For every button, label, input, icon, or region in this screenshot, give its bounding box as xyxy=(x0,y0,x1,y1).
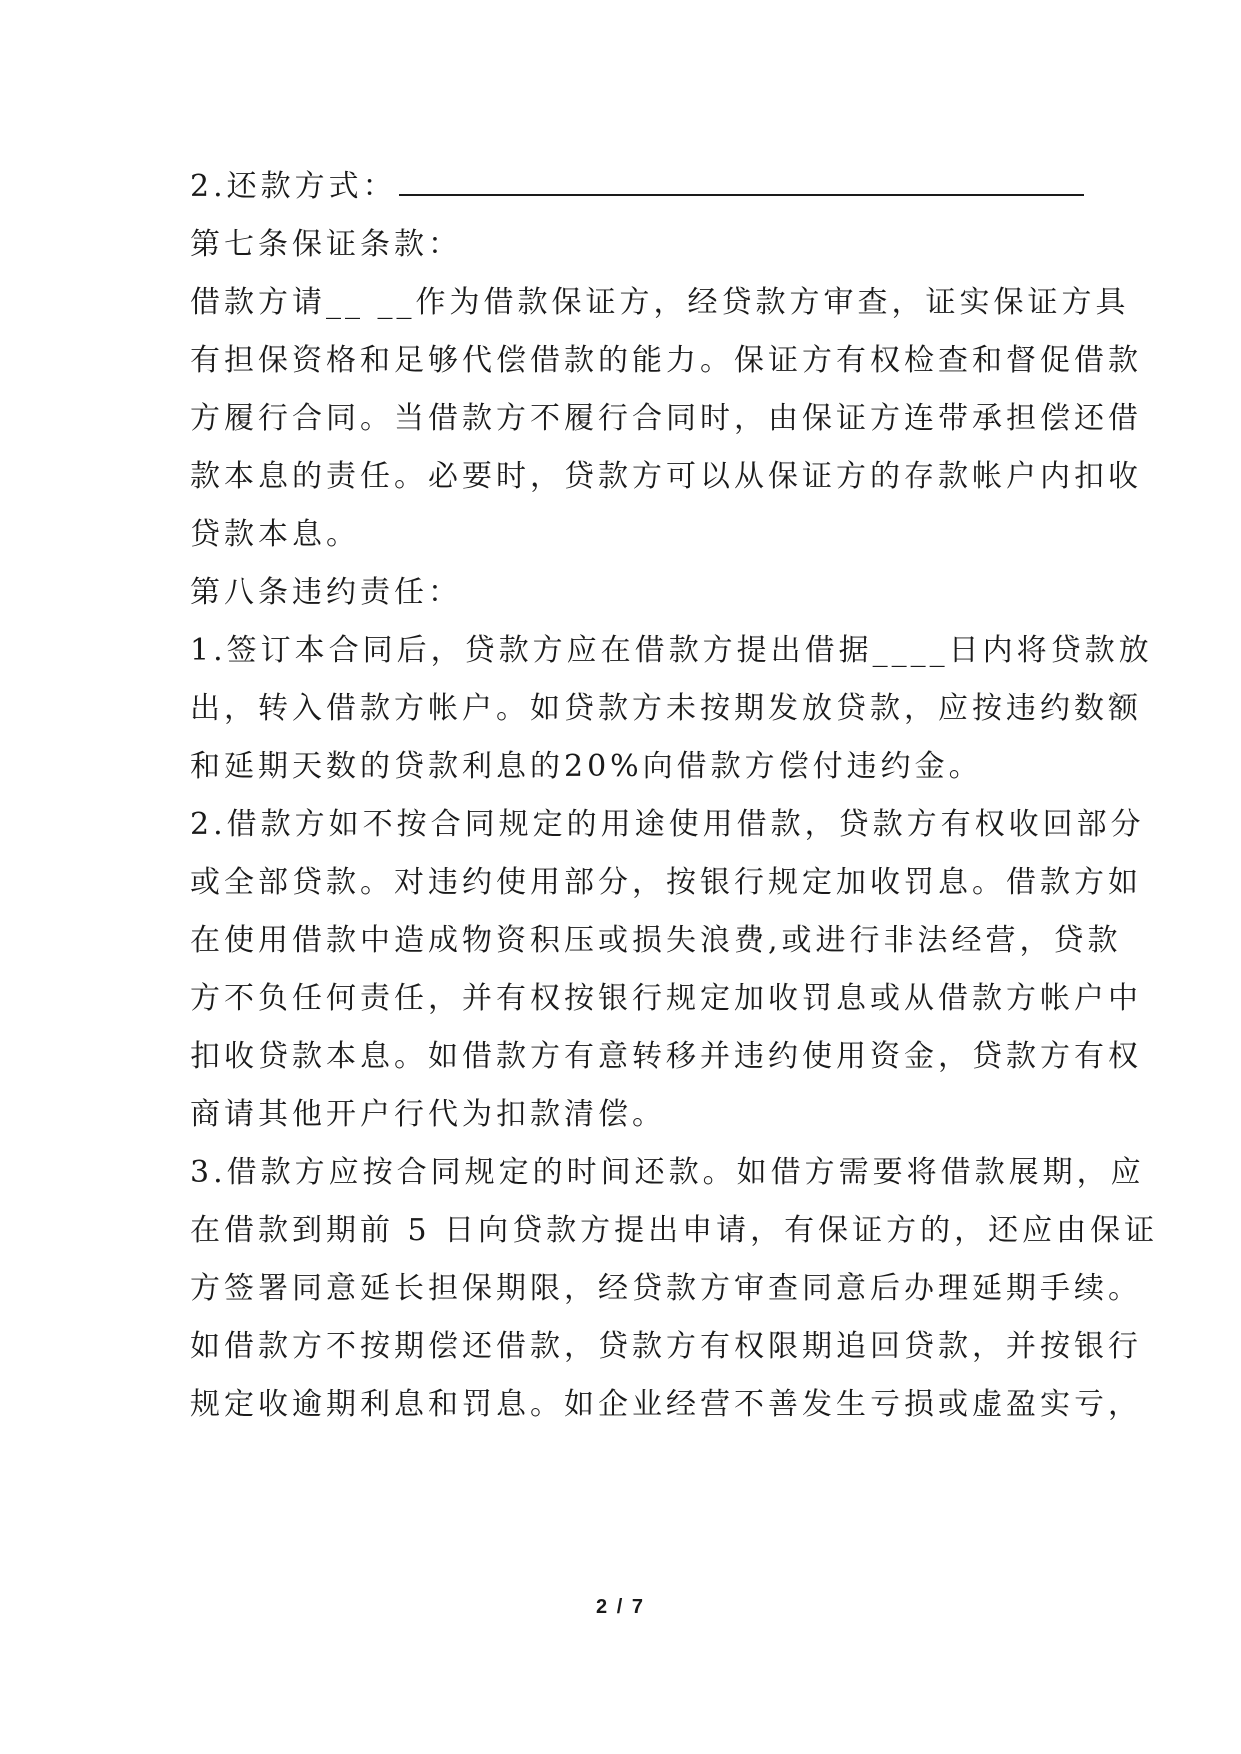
text-line: 方履行合同。当借款方不履行合同时，由保证方连带承担偿还借 xyxy=(190,401,1142,436)
page-number: 2 / 7 xyxy=(596,1596,645,1618)
text-line: 和延期天数的贷款利息的20%向借款方偿付违约金。 xyxy=(190,749,983,784)
text-line: 在使用借款中造成物资积压或损失浪费,或进行非法经营，贷款 xyxy=(190,923,1122,958)
text-line: 方签署同意延长担保期限，经贷款方审查同意后办理延期手续。 xyxy=(190,1271,1142,1306)
text-line: 出，转入借款方帐户。如贷款方未按期发放贷款，应按违约数额 xyxy=(190,691,1142,726)
blank-underline xyxy=(399,164,1084,196)
text-line: 扣收贷款本息。如借款方有意转移并违约使用资金，贷款方有权 xyxy=(190,1039,1142,1074)
section-heading: 第八条违约责任： xyxy=(190,575,462,610)
repayment-method-label: 2.还款方式： xyxy=(190,169,397,204)
text-line: 商请其他开户行代为扣款清偿。 xyxy=(190,1097,666,1132)
text-line: 规定收逾期利息和罚息。如企业经营不善发生亏损或虚盈实亏， xyxy=(190,1387,1142,1422)
text-line: 2.借款方如不按合同规定的用途使用借款，贷款方有权收回部分 xyxy=(190,807,1145,842)
text-line: 3.借款方应按合同规定的时间还款。如借方需要将借款展期，应 xyxy=(190,1155,1145,1190)
text-line: 1.签订本合同后，贷款方应在借款方提出借据____日内将贷款放 xyxy=(190,633,1153,668)
text-line: 款本息的责任。必要时，贷款方可以从保证方的存款帐户内扣收 xyxy=(190,459,1142,494)
document-body xyxy=(190,158,1159,1434)
text-line: 贷款本息。 xyxy=(190,517,360,552)
text-line: 方不负任何责任，并有权按银行规定加收罚息或从借款方帐户中 xyxy=(190,981,1142,1016)
text-line xyxy=(190,158,1050,216)
text-line: 或全部贷款。对违约使用部分，按银行规定加收罚息。借款方如 xyxy=(190,865,1142,900)
text-line: 有担保资格和足够代偿借款的能力。保证方有权检查和督促借款 xyxy=(190,343,1142,378)
section-heading: 第七条保证条款： xyxy=(190,227,462,262)
text-line: 在借款到期前 5 日向贷款方提出申请，有保证方的，还应由保证 xyxy=(190,1213,1159,1248)
text-line: 如借款方不按期偿还借款，贷款方有权限期追回贷款，并按银行 xyxy=(190,1329,1142,1364)
text-line: 借款方请__ __作为借款保证方，经贷款方审查，证实保证方具 xyxy=(190,285,1130,320)
